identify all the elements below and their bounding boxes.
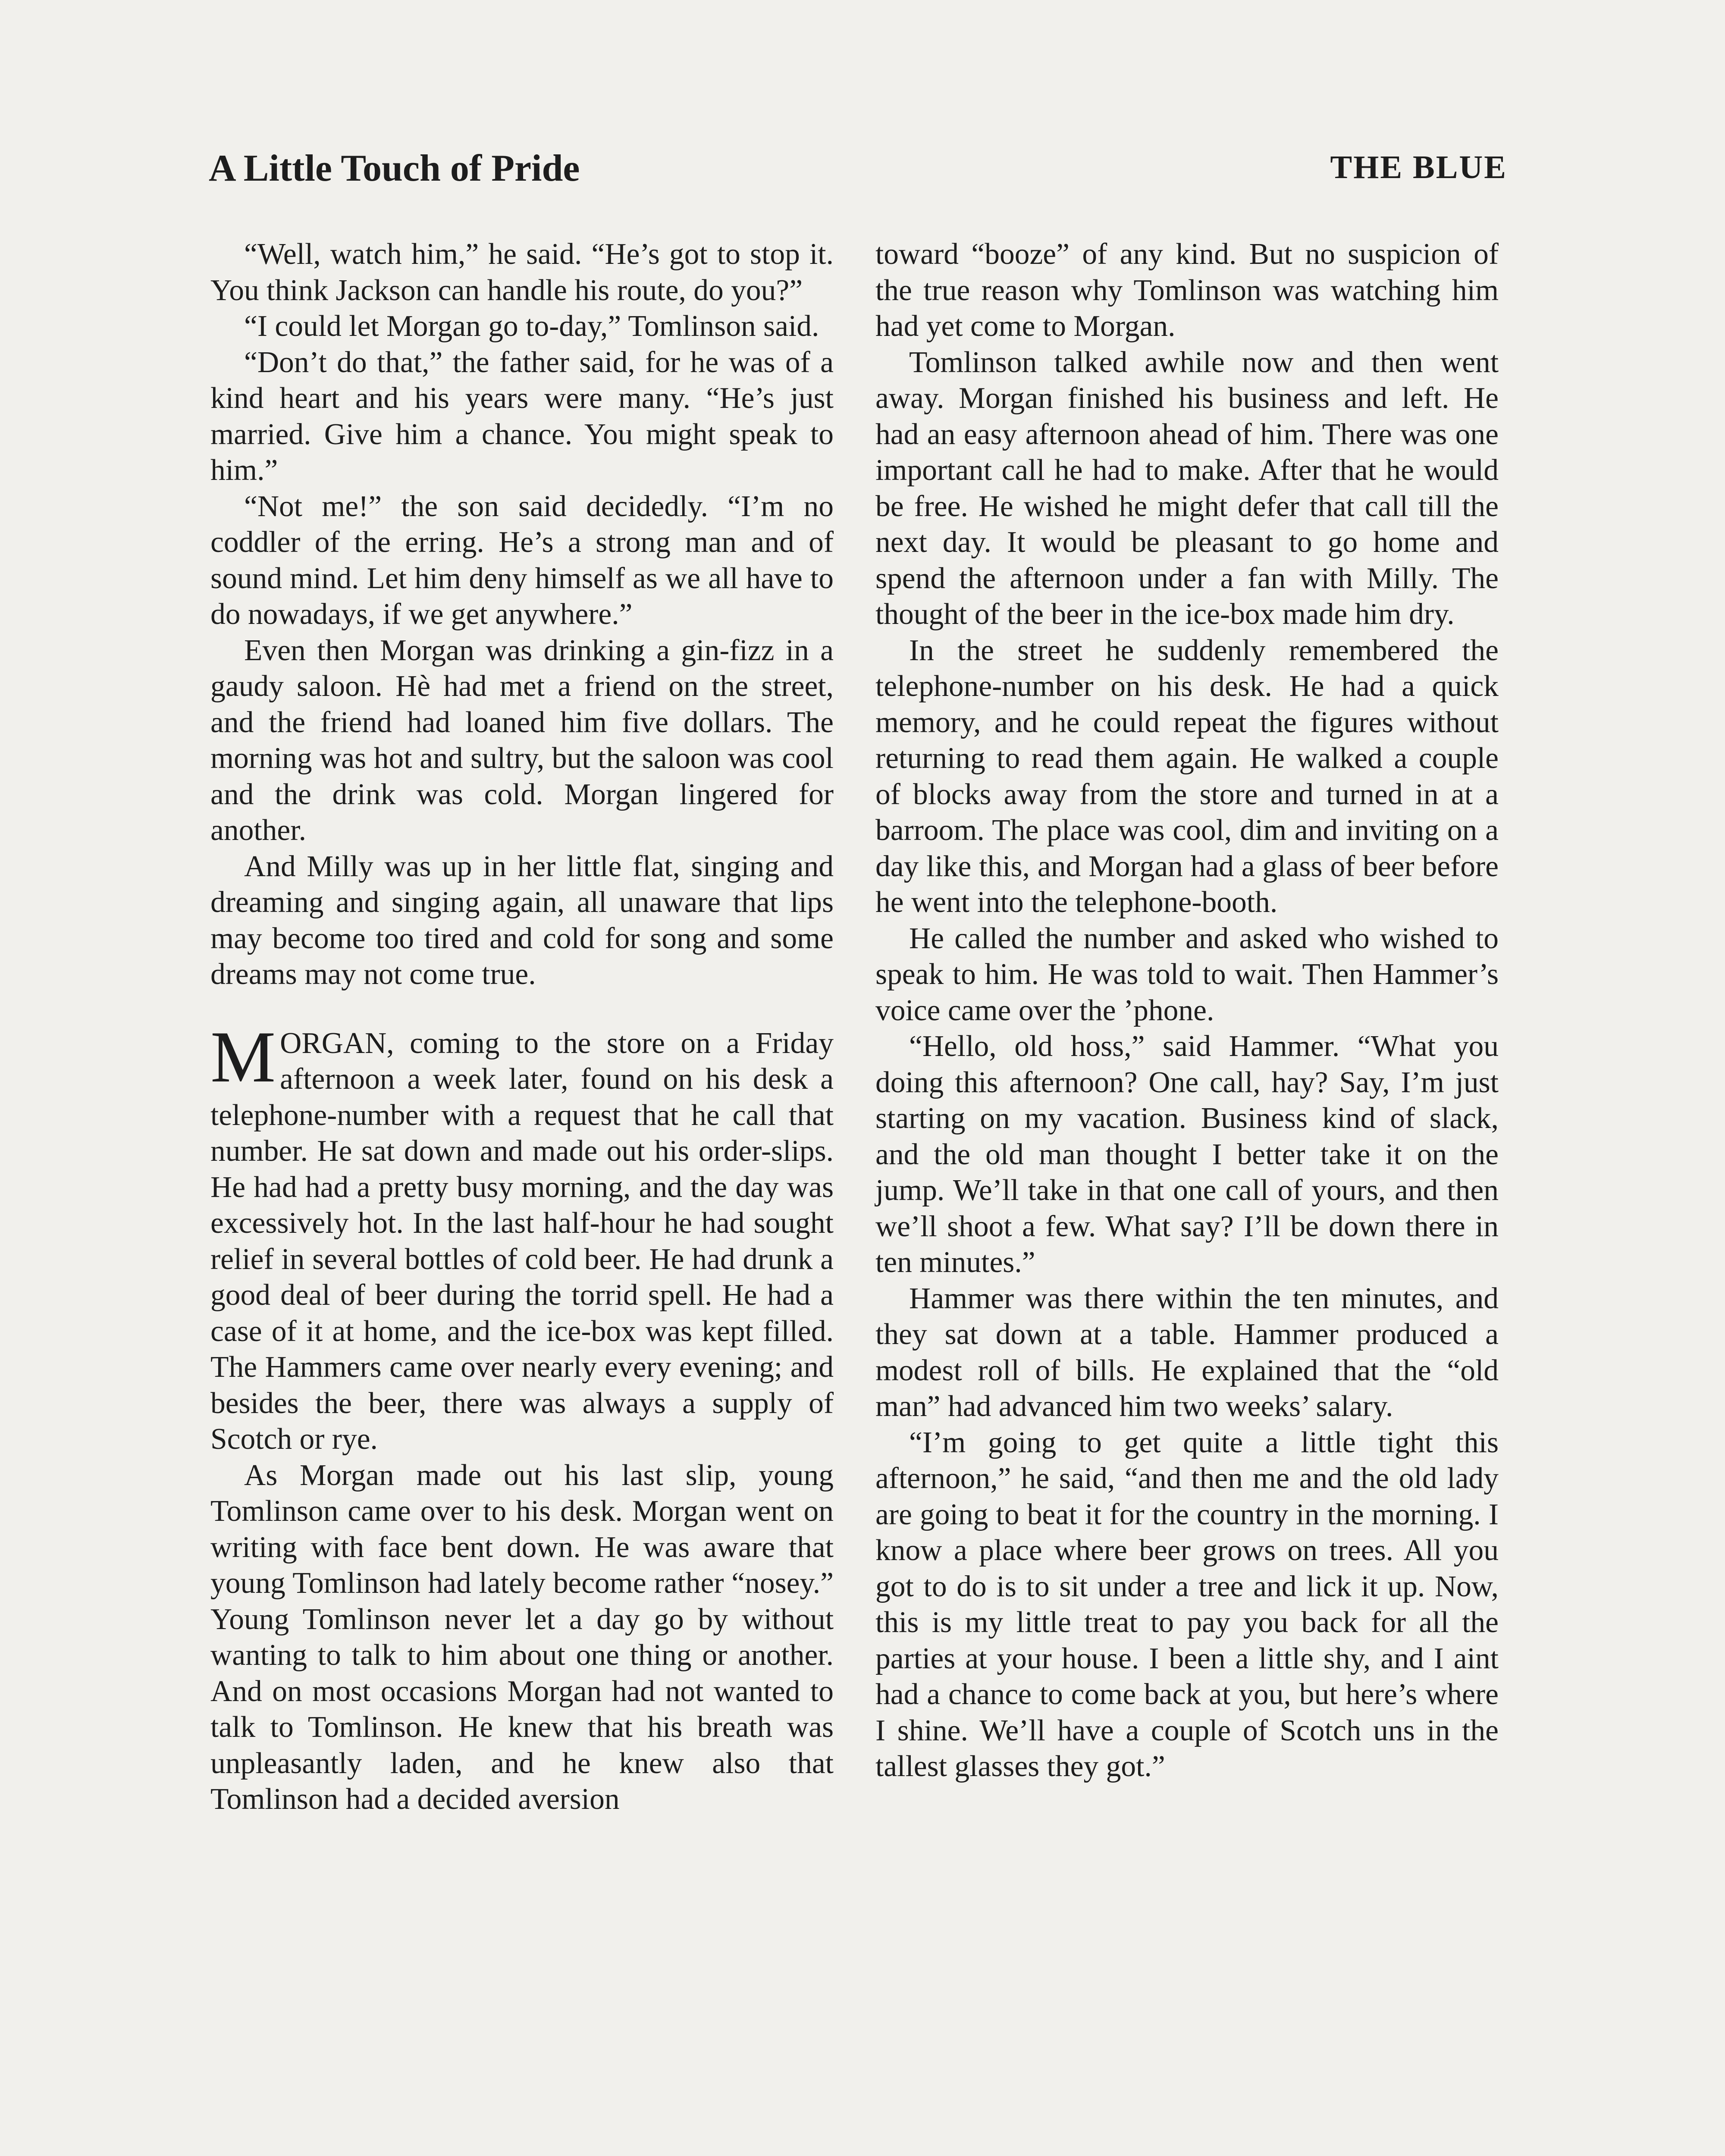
magazine-running-head: THE BLUE bbox=[1330, 149, 1507, 185]
story-title: A Little Touch of Pride bbox=[209, 147, 580, 189]
paragraph: “Not me!” the son said decidedly. “I’m no coddler of the erring. He’s a strong man and of sound mind. Let him deny himself as we all have to do nowadays, if we get anywhere.” bbox=[210, 489, 834, 631]
paragraph: “Don’t do that,” the father said, for he was of a kind heart and his years were many. “He’s just married. Give him a chance. You might speak to him.” bbox=[210, 345, 834, 487]
paragraph: And Milly was up in her little flat, singing and dreaming and singing again, all unaware that lips may become too tired and cold for song and some dreams may not come true. bbox=[210, 849, 834, 991]
paragraph: Hammer was there within the ten minutes, and they sat down at a table. Hammer produced a modest roll of bills. He explained that the “old man” had advanced him two weeks’ salary. bbox=[875, 1282, 1499, 1423]
drop-cap: M bbox=[210, 1016, 276, 1097]
paragraph: In the street he suddenly remembered the telephone-number on his desk. He had a quick memory, and he could repeat the figures without returning to read them again. He walked a couple of blocks away from the store and turned in at a barroom. The place was cool, dim and inviting on a day like this, and Morgan had a glass of beer before he went into the telephone-booth. bbox=[875, 633, 1499, 919]
paragraph: “Hello, old hoss,” said Hammer. “What you doing this afternoon? One call, hay? Say, I’m just starting on my vacation. Business kind of slack, and the old man thought I better take it on the jump. We’ll take in that one call of yours, and then we’ll shoot a few. What say? I’ll be down there in ten minutes.” bbox=[875, 1030, 1499, 1279]
left-text-column bbox=[210, 236, 834, 1818]
paragraph: “I’m going to get quite a little tight this afternoon,” he said, “and then me and the old lady are going to beat it for the country in the morning. I know a place where beer grows on trees. All you got to do is to sit under a tree and lick it up. Now, this is my little treat to pay you back for all the parties at your house. I been a little shy, and I aint had a chance to come back at you, but here’s where I shine. We’ll have a couple of Scotch uns in the tallest glasses they got.” bbox=[875, 1426, 1499, 1783]
paragraph: He called the number and asked who wished to speak to him. He was told to wait. Then Hammer’s voice came over the ’phone. bbox=[875, 921, 1499, 1027]
continued-paragraph: toward “booze” of any kind. But no suspicion of the true reason why Tomlinson was watching him had yet come to Morgan. bbox=[875, 238, 1499, 343]
section-opening-text: ORGAN, coming to the store on a Friday afternoon a week later, found on his desk a telephone-number with a request that he call that number. He sat down and made out his order-slips. He had had a pretty busy morning, and the day was excessively hot. In the last half-hour he had sought relief in several bottles of cold beer. He had drunk a good deal of beer during the torrid spell. He had a case of it at home, and the ice-box was kept filled. The Hammers came over nearly every evening; and besides the beer, there was always a supply of Scotch or rye. bbox=[210, 1026, 834, 1456]
section-opening-paragraph bbox=[210, 1016, 834, 1457]
paragraph: As Morgan made out his last slip, young Tomlinson came over to his desk. Morgan went on writing with face bent down. He was aware that young Tomlinson had lately become rather “nosey.” Young Tomlinson never let a day go by without wanting to talk to him about one thing or another. And on most occasions Morgan had not wanted to talk to Tomlinson. He knew that his breath was unpleasantly laden, and he knew also that Tomlinson had a decided aversion bbox=[210, 1458, 834, 1816]
paragraph: Tomlinson talked awhile now and then went away. Morgan finished his business and left. He had an easy afternoon ahead of him. There was one important call he had to make. After that he would be free. He wished he might defer that call till the next day. It would be pleasant to go home and spend the afternoon under a fan with Milly. The thought of the beer in the ice-box made him dry. bbox=[875, 345, 1499, 631]
right-text-column bbox=[875, 236, 1499, 1785]
paragraph: “Well, watch him,” he said. “He’s got to stop it. You think Jackson can handle his route, do you?” bbox=[210, 238, 834, 307]
paragraph: Even then Morgan was drinking a gin-fizz in a gaudy saloon. Hè had met a friend on the street, and the friend had loaned him five dollars. The morning was hot and sultry, but the saloon was cool and the drink was cold. Morgan lingered for another. bbox=[210, 633, 834, 847]
paragraph: “I could let Morgan go to-day,” Tomlinson said. bbox=[244, 310, 819, 343]
